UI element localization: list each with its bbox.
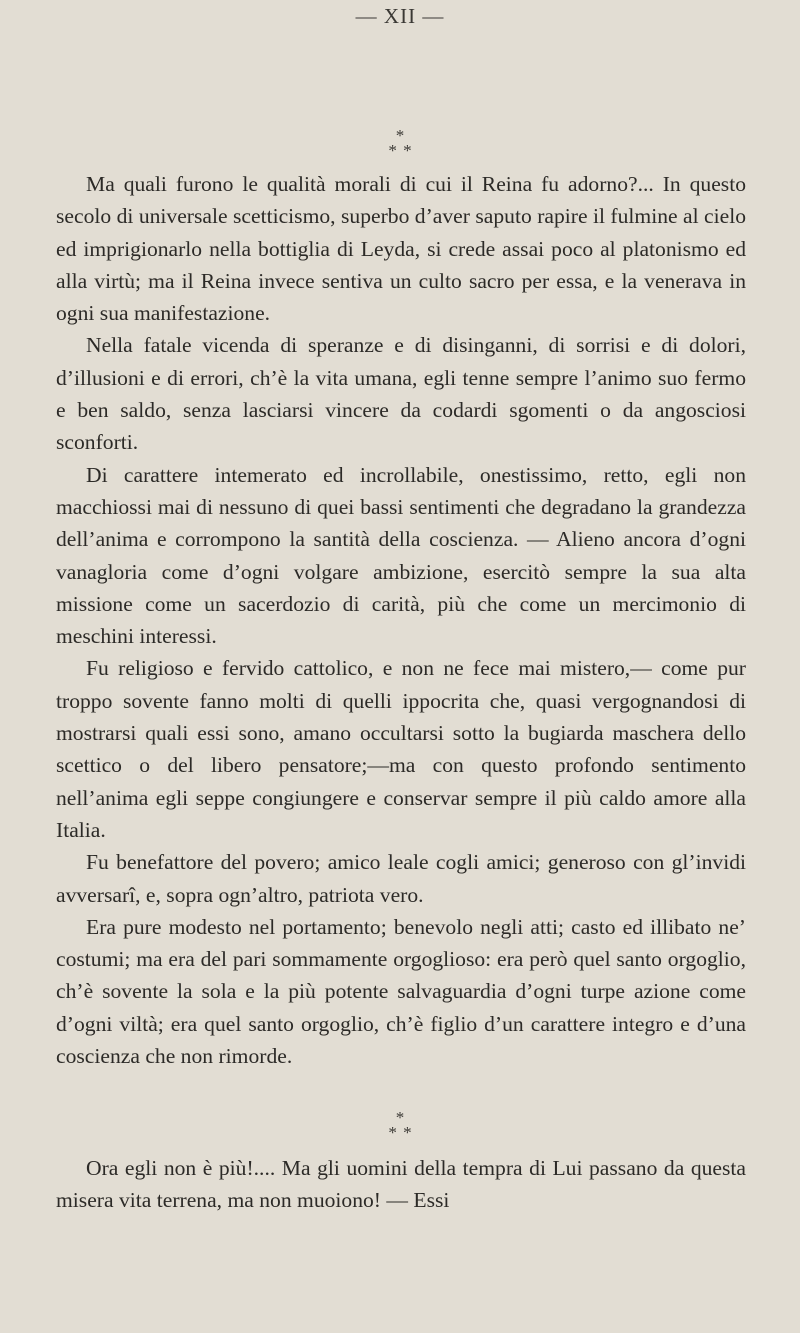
asterism-2-top-star: * <box>395 1108 405 1127</box>
paragraph-5: Fu benefattore del povero; amico leale cogli amici; generoso con gl’invidi avversarî, e, sopra ogn’altro, patriota vero. <box>56 850 746 907</box>
asterism-divider <box>0 128 800 158</box>
asterism-bottom-stars: * * <box>388 141 412 160</box>
asterism-divider-2 <box>0 1110 800 1140</box>
asterism-2-bottom-stars: * * <box>388 1123 412 1142</box>
paragraph-3: Di carattere intemerato ed incrollabile, onestissimo, retto, egli non macchiossi mai di nessuno di quei bassi sentimenti che degradano la grandezza dell’anima e corrompono la santità della coscienza. — Alieno ancora d’ogni vanagloria come d’ogni volgare ambizione, esercitò sempre la sua alta missione come un sacerdozio di carità, più che come un mercimonio di meschini interessi. <box>56 462 746 649</box>
text-section-1 <box>56 168 746 1072</box>
paragraph-6: Era pure modesto nel portamento; benevolo negli atti; casto ed illibato ne’ costumi; ma era del pari sommamente orgoglioso: era però quel santo orgoglio, ch’è sovente la sola e la più potente salvaguardia d’ogni turpe azione come d’ogni viltà; era quel santo orgoglio, ch’è figlio d’un carattere integro e d’una coscienza che non rimorde. <box>56 914 746 1069</box>
paragraph-1: Ma quali furono le qualità morali di cui il Reina fu adorno?... In questo secolo di universale scetticismo, superbo d’aver saputo rapire il fulmine al cielo ed imprigionarlo nella bottiglia di Leyda, si crede assai poco al platonismo ed alla virtù; ma il Reina invece sentiva un culto sacro per essa, e la venerava in ogni sua manifestazione. <box>56 172 746 326</box>
text-section-2 <box>56 1152 746 1217</box>
paragraph-7: Ora egli non è più!.... Ma gli uomini della tempra di Lui passano da questa misera vita terrena, ma non muoiono! — Essi <box>56 1156 746 1213</box>
paragraph-2: Nella fatale vicenda di speranze e di disinganni, di sorrisi e di dolori, d’illusioni e di errori, ch’è la vita umana, egli tenne sempre l’animo suo fermo e ben saldo, senza lasciarsi vincere da codardi sgomenti o da angosciosi sconforti. <box>56 333 746 455</box>
paragraph-4: Fu religioso e fervido cattolico, e non ne fece mai mistero,— come pur troppo sovente fanno molti di quelli ippocrita che, quasi vergognandosi di mostrarsi quali essi sono, amano occultarsi sotto la bugiarda maschera dello scettico o del libero pensatore;—ma con questo profondo sentimento nell’anima egli seppe congiungere e conservar sempre il più caldo amore alla Italia. <box>56 656 746 842</box>
page-number-header: — XII — <box>355 4 445 28</box>
asterism-top-star: * <box>395 126 405 145</box>
